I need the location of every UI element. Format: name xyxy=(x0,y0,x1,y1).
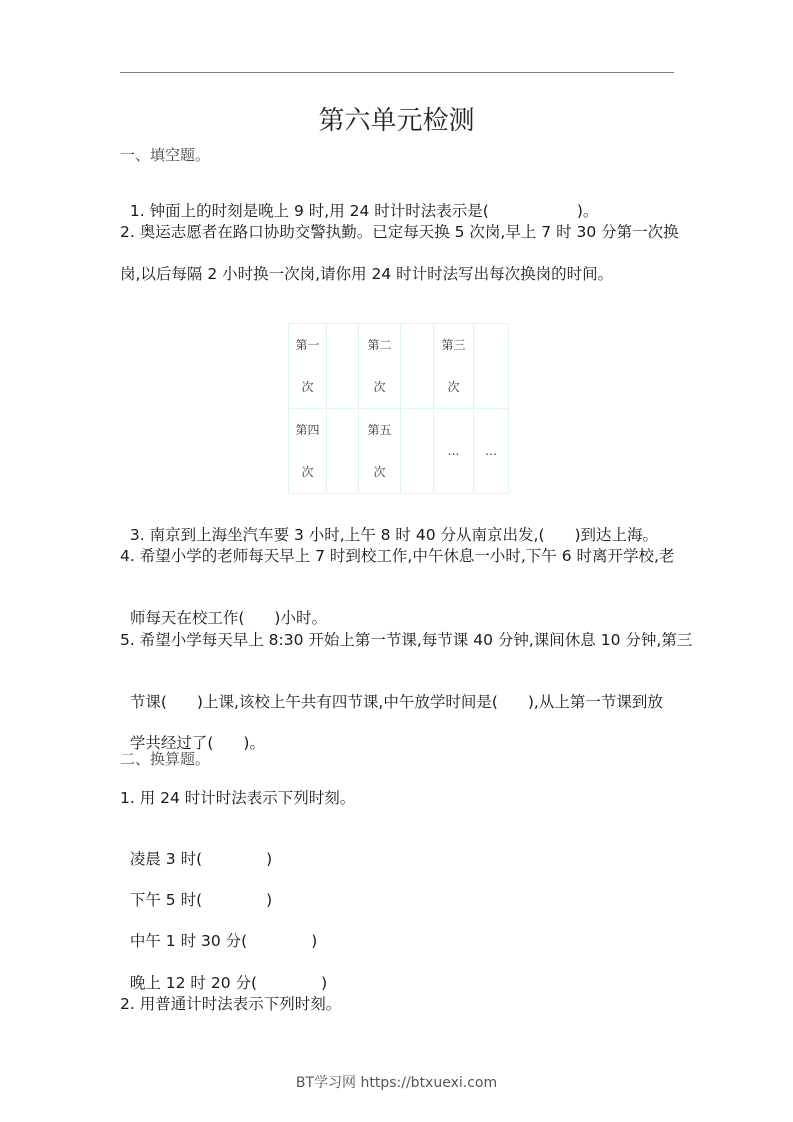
table-cell: 第四 次 xyxy=(289,409,327,494)
ellipsis-cell: … xyxy=(434,409,474,494)
question-1: 1. 钟面上的时刻是晚上 9 时,用 24 时计时法表示是( )。 xyxy=(129,202,599,220)
table-row xyxy=(289,409,509,494)
conversion-item: 凌晨 3 时( ) xyxy=(129,850,273,868)
table-cell: 第三 次 xyxy=(434,324,474,409)
table-cell: 第一 次 xyxy=(289,324,327,409)
shift-time-table xyxy=(288,323,509,494)
answer-cell[interactable] xyxy=(401,324,434,409)
conversion-item: 下午 5 时( ) xyxy=(129,891,273,909)
question-2-line-2: 岗,以后每隔 2 小时换一次岗,请你用 24 时计时法写出每次换岗的时间。 xyxy=(120,265,614,283)
table-cell: 第二 次 xyxy=(359,324,401,409)
question-5-line-1: 5. 希望小学每天早上 8:30 开始上第一节课,每节课 40 分钟,课间休息 10 分钟,第三 xyxy=(120,631,693,649)
answer-cell[interactable] xyxy=(327,324,359,409)
conversion-item: 中午 1 时 30 分( ) xyxy=(129,932,318,950)
conversion-q1-prompt: 1. 用 24 时计时法表示下列时刻。 xyxy=(120,789,356,807)
conversion-q2-prompt: 2. 用普通计时法表示下列时刻。 xyxy=(120,995,342,1013)
question-5-line-3: 学共经过了( )。 xyxy=(129,734,265,752)
question-5-line-2: 节课( )上课,该校上午共有四节课,中午放学时间是( ),从上第一节课到放 xyxy=(129,693,663,711)
question-4-line-2: 师每天在校工作( )小时。 xyxy=(129,609,327,627)
section-heading-conversion: 二、换算题。 xyxy=(120,750,211,768)
question-3: 3. 南京到上海坐汽车要 3 小时,上午 8 时 40 分从南京出发,( )到达上海。 xyxy=(129,526,659,544)
question-2-line-1: 2. 奥运志愿者在路口协助交警执勤。已定每天换 5 次岗,早上 7 时 30 分第一次换 xyxy=(120,223,679,241)
header-rule xyxy=(120,72,674,73)
table-cell: 第五 次 xyxy=(359,409,401,494)
section-heading-fill-blank: 一、填空题。 xyxy=(120,146,211,164)
watermark: BT学习网 https://btxuexi.com xyxy=(295,1075,498,1091)
page-title: 第六单元检测 xyxy=(318,106,475,136)
ellipsis-cell: … xyxy=(474,409,509,494)
question-4-line-1: 4. 希望小学的老师每天早上 7 时到校工作,中午休息一小时,下午 6 时离开学校,老 xyxy=(120,547,675,565)
answer-cell[interactable] xyxy=(474,324,509,409)
answer-cell[interactable] xyxy=(327,409,359,494)
answer-cell[interactable] xyxy=(401,409,434,494)
table-row xyxy=(289,324,509,409)
conversion-item: 晚上 12 时 20 分( ) xyxy=(129,974,328,992)
